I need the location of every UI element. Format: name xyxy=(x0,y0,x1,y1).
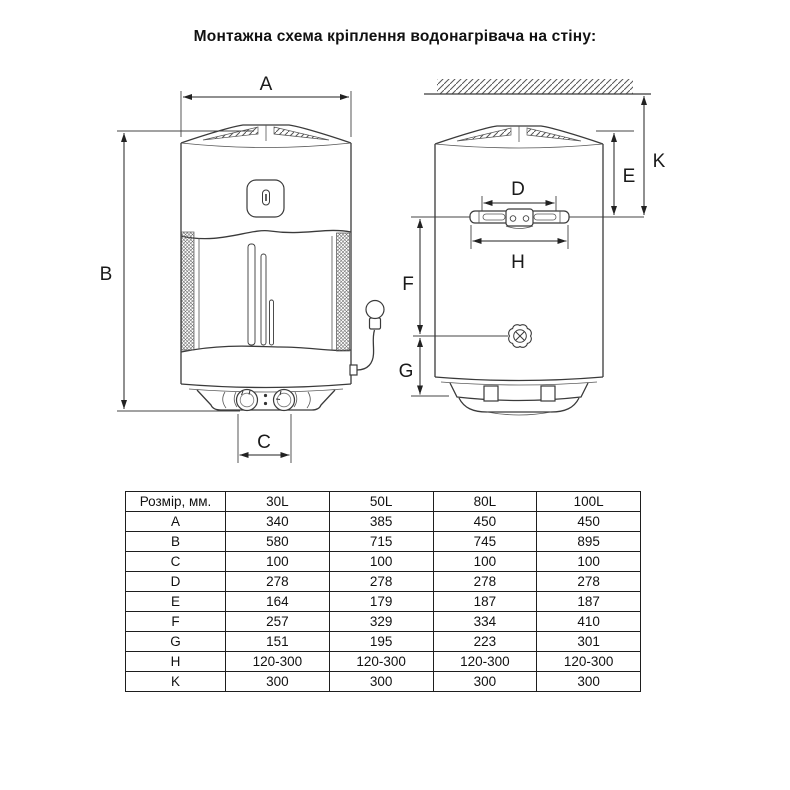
power-plug-icon xyxy=(350,301,384,376)
table-cell: 278 xyxy=(226,572,330,592)
table-cell: 300 xyxy=(329,672,433,692)
table-row xyxy=(126,672,641,692)
indicator-dot xyxy=(264,394,267,397)
dimension-k xyxy=(644,96,666,215)
row-label: K xyxy=(126,672,226,692)
table-header-cell: 100L xyxy=(537,492,641,512)
dimension-table xyxy=(125,491,641,692)
table-cell: 179 xyxy=(329,592,433,612)
table-header-cell: Розмір, мм. xyxy=(126,492,226,512)
table-cell: 120-300 xyxy=(433,652,537,672)
table-cell: 300 xyxy=(226,672,330,692)
table-cell: 100 xyxy=(329,552,433,572)
top-vent-icon xyxy=(457,126,581,142)
row-label: A xyxy=(126,512,226,532)
table-cell: 120-300 xyxy=(329,652,433,672)
table-header-cell: 30L xyxy=(226,492,330,512)
indicator-dot xyxy=(264,402,267,405)
bottom-cap xyxy=(197,390,335,411)
table-cell: 100 xyxy=(433,552,537,572)
dimension-d xyxy=(482,179,556,211)
ceiling-hatch xyxy=(424,79,651,94)
dimension-f xyxy=(402,219,420,334)
table-cell: 580 xyxy=(226,532,330,552)
table-cell: 329 xyxy=(329,612,433,632)
table-row xyxy=(126,632,641,652)
dim-label-b: B xyxy=(99,264,113,285)
row-label: C xyxy=(126,552,226,572)
table-cell: 164 xyxy=(226,592,330,612)
table-row xyxy=(126,592,641,612)
front-panel-slots xyxy=(248,244,274,345)
row-label: E xyxy=(126,592,226,612)
mounting-diagram xyxy=(0,55,790,480)
front-heater-body xyxy=(181,125,351,392)
table-cell: 100 xyxy=(226,552,330,572)
table-cell: 385 xyxy=(329,512,433,532)
dim-label-g: G xyxy=(398,361,414,382)
table-row xyxy=(126,552,641,572)
table-cell: 187 xyxy=(537,592,641,612)
table-row xyxy=(126,532,641,552)
row-label: F xyxy=(126,612,226,632)
table-cell: 334 xyxy=(433,612,537,632)
dimension-g xyxy=(399,338,420,395)
back-view xyxy=(399,79,666,415)
table-cell: 223 xyxy=(433,632,537,652)
mounting-bracket xyxy=(470,209,569,229)
table-cell: 340 xyxy=(226,512,330,532)
row-label: B xyxy=(126,532,226,552)
dim-label-c: C xyxy=(257,432,271,453)
table-cell: 300 xyxy=(433,672,537,692)
dimension-h xyxy=(471,225,568,273)
dim-label-f: F xyxy=(402,274,414,295)
top-vent-icon xyxy=(203,125,329,141)
dim-label-h: H xyxy=(511,252,525,273)
dimension-e xyxy=(614,133,635,215)
table-cell: 257 xyxy=(226,612,330,632)
table-header-cell: 50L xyxy=(329,492,433,512)
table-cell: 195 xyxy=(329,632,433,652)
table-cell: 450 xyxy=(537,512,641,532)
base-skirt xyxy=(450,383,588,415)
table-cell: 745 xyxy=(433,532,537,552)
table-cell: 450 xyxy=(433,512,537,532)
table-cell: 278 xyxy=(537,572,641,592)
thermostat-knob-right-icon xyxy=(274,390,295,411)
dim-label-e: E xyxy=(622,166,636,187)
row-label: G xyxy=(126,632,226,652)
table-cell: 120-300 xyxy=(226,652,330,672)
table-row xyxy=(126,612,641,632)
page-title: Монтажна схема кріплення водонагрівача на стіну: xyxy=(193,28,597,45)
table-row xyxy=(126,512,641,532)
table-header-cell: 80L xyxy=(433,492,537,512)
table-cell: 187 xyxy=(433,592,537,612)
table-cell: 300 xyxy=(537,672,641,692)
table-cell: 301 xyxy=(537,632,641,652)
row-label: H xyxy=(126,652,226,672)
front-view xyxy=(100,74,384,463)
table-cell: 278 xyxy=(433,572,537,592)
table-row xyxy=(126,652,641,672)
dimension-b xyxy=(100,131,254,411)
table-cell: 278 xyxy=(329,572,433,592)
dim-label-k: K xyxy=(652,151,666,172)
indicator-panel-icon xyxy=(247,180,284,217)
table-cell: 120-300 xyxy=(537,652,641,672)
table-header-row xyxy=(126,492,641,512)
table-cell: 151 xyxy=(226,632,330,652)
dim-label-a: A xyxy=(259,74,273,95)
table-cell: 100 xyxy=(537,552,641,572)
table-cell: 895 xyxy=(537,532,641,552)
row-label: D xyxy=(126,572,226,592)
table-cell: 715 xyxy=(329,532,433,552)
table-cell: 410 xyxy=(537,612,641,632)
thermostat-knob-left-icon xyxy=(237,390,258,411)
table-row xyxy=(126,572,641,592)
valve-wheel-icon xyxy=(509,325,532,348)
dimension-c xyxy=(238,414,291,463)
dim-label-d: D xyxy=(511,179,525,200)
